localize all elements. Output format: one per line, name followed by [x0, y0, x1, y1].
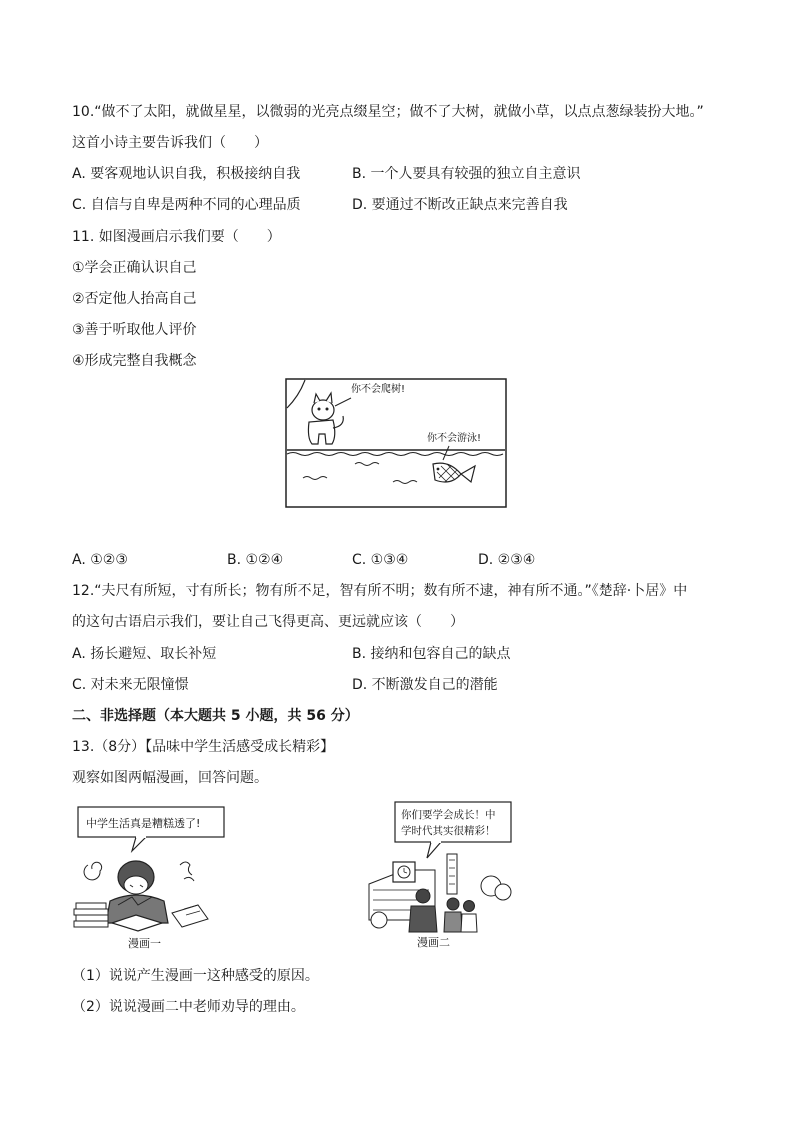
- q11-option-d: D. ②③④: [478, 552, 536, 568]
- q11-item-2: ②否定他人抬高自己: [72, 291, 197, 307]
- q13-sub2: （2）说说漫画二中老师劝导的理由。: [72, 999, 305, 1015]
- fish-speech: 你不会游泳!: [427, 433, 482, 444]
- q10-option-a: A. 要客观地认识自我，积极接纳自我: [72, 166, 301, 182]
- comic2-speech-line2: 学时代其实很精彩！: [401, 825, 496, 837]
- comic1-student: [106, 861, 168, 923]
- q11-option-c: C. ①③④: [352, 552, 409, 568]
- comic2-caption: 漫画二: [417, 936, 450, 949]
- q11-option-a: A. ①②③: [72, 552, 128, 568]
- q10-option-d: D. 要通过不断改正缺点来完善自我: [352, 197, 568, 213]
- comic1-speech: 中学生活真是糟糕透了!: [86, 817, 201, 830]
- comic1-caption: 漫画一: [128, 937, 161, 950]
- q13-stem: 13.（8分）【品味中学生活感受成长精彩】: [72, 739, 335, 755]
- q10-stem-line1: 10.“做不了太阳，就做星星，以微弱的光亮点缀星空；做不了大树，就做小草，以点点葱绿装扮大地。”: [72, 104, 704, 120]
- comic-1: [72, 805, 262, 955]
- q12-option-c: C. 对未来无限憧憬: [72, 677, 189, 693]
- q11-item-4: ④形成完整自我概念: [72, 353, 197, 369]
- section-heading: 二、非选择题（本大题共 5 小题，共 56 分）: [72, 708, 359, 724]
- comic1-books: [74, 903, 108, 927]
- q10-option-b: B. 一个人要具有较强的独立自主意识: [352, 166, 581, 182]
- q10-stem-line2: 这首小诗主要告诉我们（ ）: [72, 135, 268, 151]
- q11-item-3: ③善于听取他人评价: [72, 322, 197, 338]
- q12-stem-line2: 的这句古语启示我们，要让自己飞得更高、更远就应该（ ）: [72, 614, 464, 630]
- q12-option-d: D. 不断激发自己的潜能: [352, 677, 498, 693]
- comic2-students: [444, 898, 477, 932]
- q12-option-b: B. 接纳和包容自己的缺点: [352, 646, 511, 662]
- q13-intro: 观察如图两幅漫画，回答问题。: [72, 770, 268, 786]
- q12-stem-line1: 12.“夫尺有所短，寸有所长；物有所不足，智有所不明；数有所不逮，神有所不通。”《楚辞·卜居》中: [72, 583, 688, 599]
- cat-speech: 你不会爬树!: [351, 384, 406, 395]
- q11-cartoon: [285, 378, 507, 508]
- comic2-speech-line1: 你们要学会成长！中: [401, 809, 496, 821]
- q11-option-b: B. ①②④: [227, 552, 284, 568]
- q11-item-1: ①学会正确认识自己: [72, 260, 197, 276]
- q13-sub1: （1）说说产生漫画一这种感受的原因。: [72, 968, 319, 984]
- q11-stem: 11. 如图漫画启示我们要（ ）: [72, 229, 281, 245]
- q12-option-a: A. 扬长避短、取长补短: [72, 646, 217, 662]
- comic-2: [365, 800, 525, 955]
- q10-option-c: C. 自信与自卑是两种不同的心理品质: [72, 197, 301, 213]
